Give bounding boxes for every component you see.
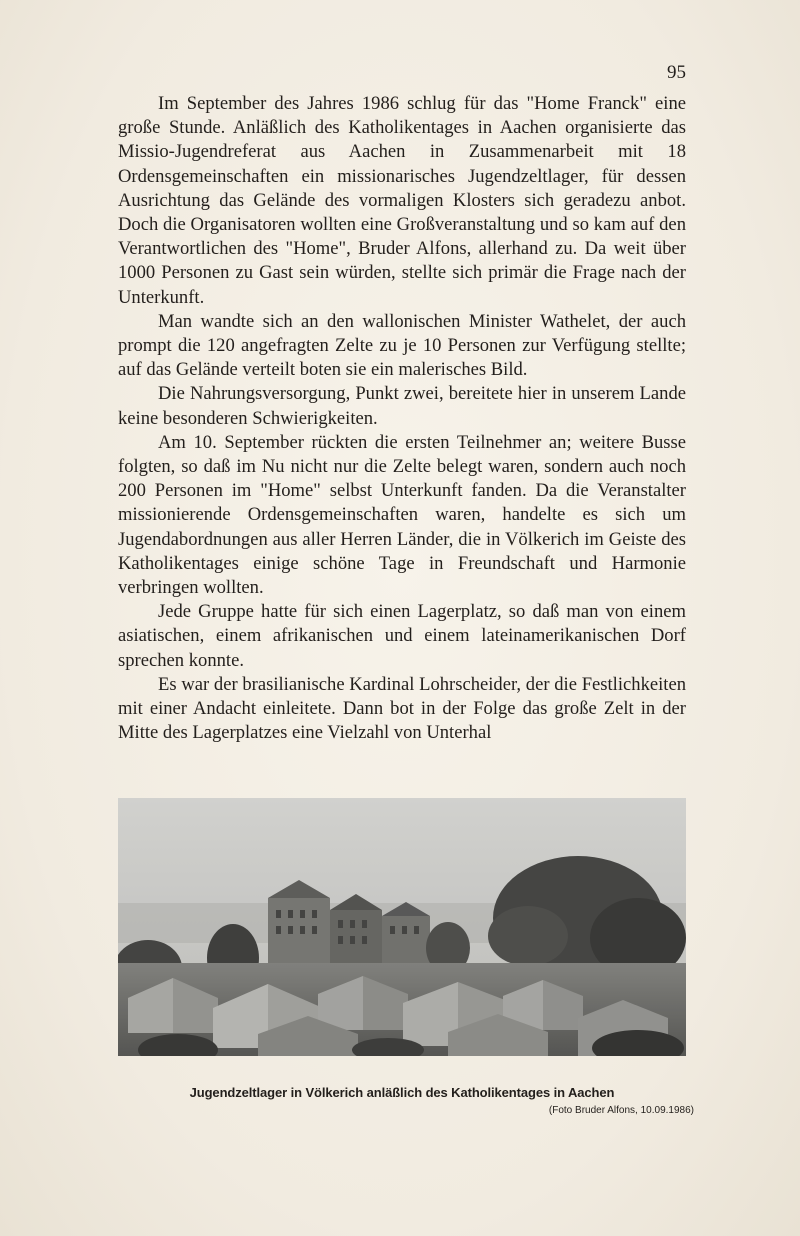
paragraph-3: Die Nahrungsversorgung, Punkt zwei, bereitete hier in unserem Lande keine besonderen Schwierigkeiten. bbox=[118, 383, 686, 429]
body-text bbox=[118, 92, 686, 745]
paragraph-1: Im September des Jahres 1986 schlug für das "Home Franck" eine große Stunde. Anläßlich des Katholikentages in Aachen organisierte das Missio-Jugendreferat aus Aachen in Zusammenarbeit mit 18 Ordensgemeinschaften ein missionarisches Jugendzeltlager, für dessen Ausrichtung das Gelände des vormaligen Klosters sich geradezu anbot. Doch die Organisatoren wollten eine Großveranstaltung und so kam auf den Verantwortlichen des "Home", Bruder Alfons, allerhand zu. Da weit über 1000 Personen zu Gast sein würden, stellte sich primär die Frage nach der Unterkunft. bbox=[118, 93, 686, 308]
page-number: 95 bbox=[667, 62, 686, 83]
paragraph-5: Jede Gruppe hatte für sich einen Lagerplatz, so daß man von einem asiatischen, einem afrikanischen und einem lateinamerikanischen Dorf sprechen konnte. bbox=[118, 601, 686, 671]
photo-illustration bbox=[118, 798, 686, 1056]
paragraph-6: Es war der brasilianische Kardinal Lohrscheider, der die Festlichkeiten mit einer Andacht einleitete. Dann bot in der Folge das große Zelt in der Mitte des Lagerplatzes eine Vielzahl von Unterhal bbox=[118, 673, 686, 744]
photo-caption: Jugendzeltlager in Völkerich anläßlich des Katholikentages in Aachen bbox=[189, 1085, 615, 1100]
tent-camp-photo bbox=[118, 798, 686, 1056]
paragraph-4: Am 10. September rückten die ersten Teilnehmer an; weitere Busse folgten, so daß im Nu nicht nur die Zelte belegt waren, sondern auch noch 200 Personen im "Home" selbst Unterkunft fanden. Da die Veranstalter missionierende Ordensgemeinschaften waren, handelte es sich um Jugendabordnungen aus aller Herren Länder, die in Völkerich im Geiste des Katholikentages einige schöne Tage in Freundschaft und Harmonie verbringen wollten. bbox=[118, 431, 686, 599]
photo-credit: (Foto Bruder Alfons, 10.09.1986) bbox=[548, 1105, 694, 1116]
paragraph-2: Man wandte sich an den wallonischen Minister Wathelet, der auch prompt die 120 angefragten Zelte zu je 10 Personen zur Verfügung stellte; auf das Gelände verteilt boten sie ein malerisches Bild. bbox=[118, 310, 686, 381]
